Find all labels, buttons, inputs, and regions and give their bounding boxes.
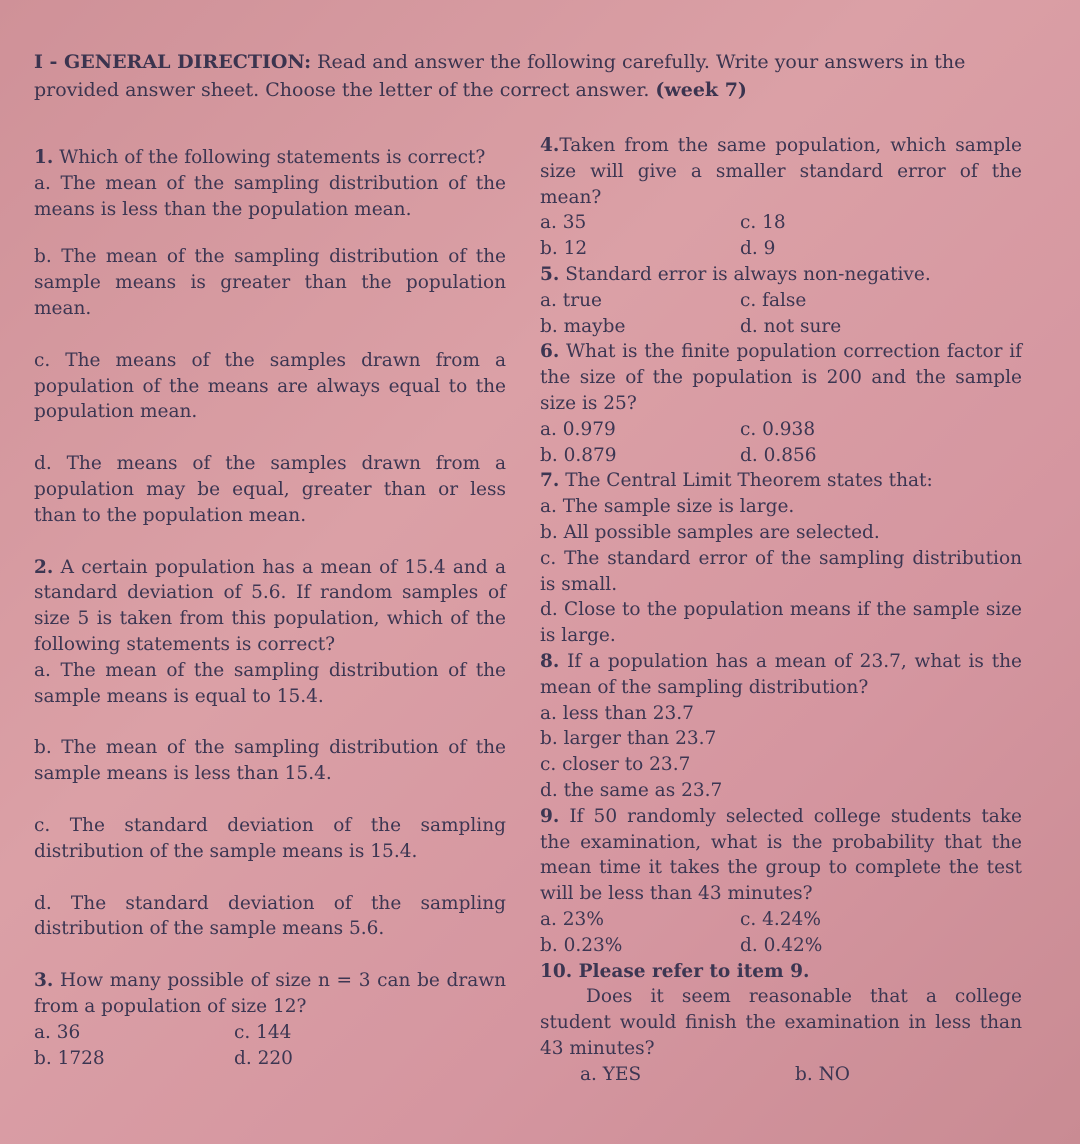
options-grid: [540, 288, 1022, 340]
options-grid: [540, 1062, 1022, 1088]
question-number: 3.: [34, 970, 54, 992]
question-8: [540, 649, 1022, 804]
option-d: d. 9: [740, 238, 776, 260]
option-d: d. Close to the population means if the sample size is large.: [540, 599, 1022, 647]
question-stem: Which of the following statements is correct?: [53, 147, 486, 168]
question-number: 7.: [540, 470, 560, 492]
options-grid: [540, 210, 1022, 262]
option-a: a. less than 23.7: [540, 702, 694, 724]
option-c: c. 4.24%: [740, 908, 821, 930]
option-a: a. The sample size is large.: [540, 496, 795, 518]
question-stem: If a population has a mean of 23.7, what is the mean of the sampling distribution?: [540, 650, 1022, 698]
question-stem: The Central Limit Theorem states that:: [559, 470, 933, 492]
option-b: b. All possible samples are selected.: [540, 521, 880, 543]
option-d: d. 0.856: [740, 444, 817, 466]
option-a: a. The mean of the sampling distribution of the sample means is equal to 15.4.: [34, 659, 506, 707]
option-d: d. 220: [234, 1047, 293, 1069]
option-d: d. The means of the samples drawn from a population may be equal, greater than or less than to the population mean.: [34, 453, 506, 526]
question-number: 8.: [540, 650, 560, 672]
option-c: c. 144: [234, 1021, 292, 1043]
question-stem: What is the finite population correction factor if the size of the population is 200 and the sample size is 25?: [540, 341, 1022, 414]
option-b: b. 12: [540, 238, 588, 260]
option-b: b. larger than 23.7: [540, 728, 717, 750]
option-a: a. true: [540, 289, 602, 311]
question-10: [540, 959, 1022, 1088]
question-stem: A certain population has a mean of 15.4 and a standard deviation of 5.6. If random samples of size 5 is taken from this population, which of the following statements is correct?: [34, 556, 506, 655]
option-b: b. 0.23%: [540, 934, 623, 956]
direction-lead: I - GENERAL DIRECTION:: [34, 51, 312, 73]
direction-text: Read and answer the following carefully. Write your answers in the provided answer sheet. Choose the letter of the correct answer.: [34, 51, 966, 101]
option-d: d. 0.42%: [740, 934, 823, 956]
option-b: b. NO: [795, 1063, 850, 1085]
question-number: 5.: [540, 263, 560, 285]
question-stem: Taken from the same population, which sample size will give a smaller standard error of the mean?: [540, 135, 1022, 208]
question-stem: Standard error is always non-negative.: [559, 263, 931, 285]
question-number: 6.: [540, 341, 560, 363]
left-column: [34, 145, 506, 1071]
option-a: a. 23%: [540, 908, 604, 930]
option-a: a. 35: [540, 212, 587, 234]
question-4: [540, 133, 1022, 262]
option-c: c. The standard error of the sampling distribution is small.: [540, 547, 1022, 595]
question-number: 2.: [34, 556, 54, 578]
question-number: 10. Please refer to item 9.: [540, 960, 810, 982]
option-a: a. 0.979: [540, 418, 616, 440]
option-c: c. closer to 23.7: [540, 754, 691, 776]
options-grid: [540, 417, 1022, 469]
option-c: c. false: [740, 289, 807, 311]
option-c: c. The means of the samples drawn from a population of the means are always equal to the population mean.: [34, 349, 506, 423]
option-c: c. The standard deviation of the sampling distribution of the sample means is 15.4.: [34, 814, 506, 862]
question-stem: How many possible of size n = 3 can be drawn from a population of size 12?: [34, 970, 506, 1017]
question-5: [540, 262, 1022, 339]
question-stem: Does it seem reasonable that a college student would finish the examination in less than 43 minutes?: [540, 986, 1022, 1059]
option-a: a. 36: [34, 1021, 81, 1043]
option-d: d. The standard deviation of the sampling distribution of the sample means 5.6.: [34, 892, 506, 940]
option-d: d. the same as 23.7: [540, 779, 723, 801]
option-b: b. The mean of the sampling distribution of the sample means is less than 15.4.: [34, 737, 506, 785]
option-d: d. not sure: [740, 315, 842, 337]
question-1: [34, 145, 506, 529]
question-3: [34, 968, 506, 1071]
question-2: [34, 555, 506, 943]
question-9: [540, 804, 1022, 959]
options-grid: [540, 907, 1022, 959]
question-number: 4.: [540, 135, 560, 156]
question-stem: If 50 randomly selected college students take the examination, what is the probability that the mean time it takes the group to complete the test will be less than 43 minutes?: [540, 805, 1022, 905]
general-direction: [34, 48, 994, 104]
direction-week: (week 7): [655, 79, 747, 101]
option-b: b. 0.879: [540, 444, 617, 466]
question-number: 1.: [34, 147, 54, 168]
right-column: [540, 133, 1022, 1087]
option-b: b. The mean of the sampling distribution of the sample means is greater than the population mean.: [34, 246, 506, 319]
question-6: [540, 339, 1022, 468]
option-a: a. The mean of the sampling distribution of the means is less than the population mean.: [34, 172, 506, 220]
question-number: 9.: [540, 805, 560, 827]
options-grid: [34, 1020, 506, 1072]
option-a: a. YES: [580, 1063, 642, 1085]
option-c: c. 0.938: [740, 418, 816, 440]
option-b: b. 1728: [34, 1047, 105, 1069]
option-c: c. 18: [740, 212, 786, 234]
option-b: b. maybe: [540, 315, 626, 337]
question-7: [540, 468, 1022, 649]
